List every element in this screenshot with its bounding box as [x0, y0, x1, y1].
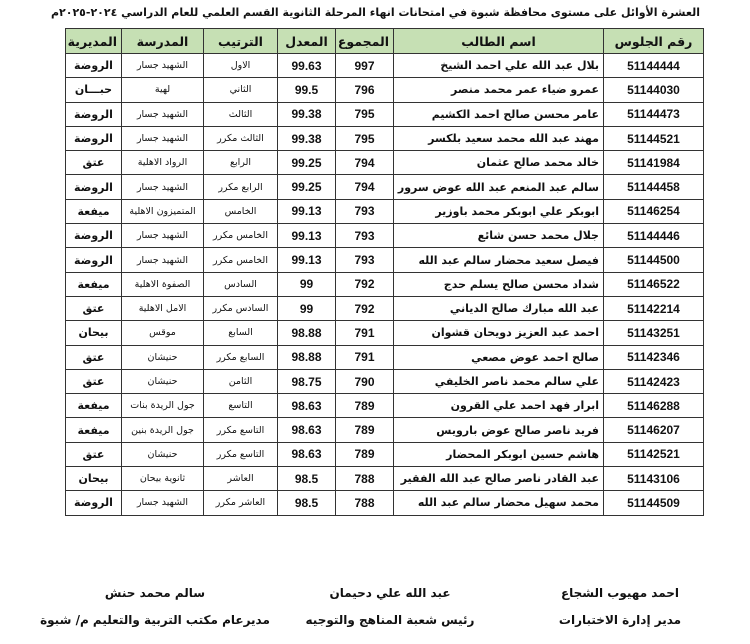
- cell-total: 792: [336, 272, 394, 296]
- cell-seat-number: 51143251: [604, 321, 704, 345]
- cell-rank: الثالث: [204, 102, 278, 126]
- table-row: [66, 467, 704, 491]
- signature-role-general-director: مديرعام مكتب التربية والتعليم م/ شبوة: [40, 613, 270, 627]
- cell-school: الشهيد جسار: [122, 491, 204, 515]
- cell-seat-number: 51144500: [604, 248, 704, 272]
- cell-average: 98.5: [278, 467, 336, 491]
- cell-seat-number: 51146254: [604, 199, 704, 223]
- cell-rank: السابع مكرر: [204, 345, 278, 369]
- signature-role-curriculum-head: رئيس شعبة المناهج والتوجيه: [305, 613, 475, 627]
- cell-directorate: الروضة: [66, 102, 122, 126]
- table-row: [66, 175, 704, 199]
- table-row: [66, 126, 704, 150]
- cell-rank: العاشر: [204, 467, 278, 491]
- column-header-name: اسم الطالب: [394, 29, 604, 54]
- cell-total: 791: [336, 345, 394, 369]
- table-row: [66, 296, 704, 320]
- cell-student-name: عبد القادر ناصر صالح عبد الله الفقير: [394, 467, 604, 491]
- table-row: [66, 418, 704, 442]
- cell-average: 98.63: [278, 442, 336, 466]
- cell-directorate: ميفعة: [66, 418, 122, 442]
- cell-rank: العاشر مكرر: [204, 491, 278, 515]
- cell-directorate: الروضة: [66, 175, 122, 199]
- cell-seat-number: 51142521: [604, 442, 704, 466]
- table-row: [66, 394, 704, 418]
- cell-student-name: عامر محسن صالح احمد الكشيم: [394, 102, 604, 126]
- results-table: [65, 28, 704, 516]
- cell-directorate: الروضة: [66, 491, 122, 515]
- table-row: [66, 102, 704, 126]
- cell-average: 98.5: [278, 491, 336, 515]
- cell-total: 793: [336, 199, 394, 223]
- cell-rank: السادس: [204, 272, 278, 296]
- cell-seat-number: 51144446: [604, 224, 704, 248]
- cell-average: 99.38: [278, 126, 336, 150]
- cell-seat-number: 51144521: [604, 126, 704, 150]
- cell-directorate: عتق: [66, 345, 122, 369]
- cell-school: الشهيد جسار: [122, 54, 204, 78]
- table-row: [66, 78, 704, 102]
- cell-rank: الرابع مكرر: [204, 175, 278, 199]
- cell-total: 793: [336, 248, 394, 272]
- table-row: [66, 345, 704, 369]
- cell-school: جول الريدة بنين: [122, 418, 204, 442]
- cell-average: 99.38: [278, 102, 336, 126]
- cell-rank: التاسع: [204, 394, 278, 418]
- cell-total: 796: [336, 78, 394, 102]
- cell-rank: التاسع مكرر: [204, 442, 278, 466]
- cell-student-name: ابوبكر علي ابوبكر محمد باوزير: [394, 199, 604, 223]
- cell-total: 794: [336, 175, 394, 199]
- cell-average: 99.13: [278, 248, 336, 272]
- table-row: [66, 248, 704, 272]
- cell-student-name: عبد الله مبارك صالح الدياني: [394, 296, 604, 320]
- table-header-row: [66, 29, 704, 54]
- signature-name-exams-director: احمد مهيوب الشجاع: [560, 586, 680, 600]
- cell-school: موقس: [122, 321, 204, 345]
- cell-total: 795: [336, 102, 394, 126]
- cell-seat-number: 51146207: [604, 418, 704, 442]
- cell-rank: الثاني: [204, 78, 278, 102]
- cell-directorate: عتق: [66, 369, 122, 393]
- cell-school: المتميزون الاهلية: [122, 199, 204, 223]
- cell-average: 98.63: [278, 394, 336, 418]
- cell-average: 99.13: [278, 199, 336, 223]
- cell-school: حنيشان: [122, 369, 204, 393]
- cell-rank: السادس مكرر: [204, 296, 278, 320]
- cell-total: 789: [336, 394, 394, 418]
- cell-school: الشهيد جسار: [122, 248, 204, 272]
- cell-seat-number: 51144509: [604, 491, 704, 515]
- cell-directorate: الروضة: [66, 54, 122, 78]
- cell-total: 788: [336, 467, 394, 491]
- cell-average: 99.25: [278, 151, 336, 175]
- cell-seat-number: 51142214: [604, 296, 704, 320]
- cell-school: ثانوية بيحان: [122, 467, 204, 491]
- cell-total: 793: [336, 224, 394, 248]
- table-row: [66, 54, 704, 78]
- cell-school: حنيشان: [122, 345, 204, 369]
- column-header-seat: رقم الجلوس: [604, 29, 704, 54]
- cell-school: الشهيد جسار: [122, 126, 204, 150]
- cell-average: 99: [278, 272, 336, 296]
- cell-seat-number: 51146288: [604, 394, 704, 418]
- table-row: [66, 369, 704, 393]
- cell-rank: الثالث مكرر: [204, 126, 278, 150]
- cell-directorate: الروضة: [66, 248, 122, 272]
- cell-student-name: علي سالم محمد ناصر الخليفي: [394, 369, 604, 393]
- cell-student-name: سالم عبد المنعم عبد الله عوض سرور: [394, 175, 604, 199]
- cell-rank: الثامن: [204, 369, 278, 393]
- cell-average: 98.75: [278, 369, 336, 393]
- cell-average: 99.63: [278, 54, 336, 78]
- cell-total: 794: [336, 151, 394, 175]
- cell-total: 789: [336, 418, 394, 442]
- table-row: [66, 321, 704, 345]
- cell-student-name: صالح احمد عوض مصعي: [394, 345, 604, 369]
- signature-name-curriculum-head: عبد الله علي دحيمان: [329, 586, 451, 600]
- cell-seat-number: 51144444: [604, 54, 704, 78]
- cell-rank: الخامس مكرر: [204, 224, 278, 248]
- cell-total: 789: [336, 442, 394, 466]
- cell-student-name: مهند عبد الله محمد سعيد بلكسر: [394, 126, 604, 150]
- page-title: العشرة الأوائل على مستوى محافظة شبوة في امتحانات انهاء المرحلة الثانوية القسم العلمي للعام الدراسي ٢٠٢٤-٢٠٢٥م: [50, 6, 700, 19]
- cell-seat-number: 51143106: [604, 467, 704, 491]
- cell-average: 99.25: [278, 175, 336, 199]
- cell-average: 99: [278, 296, 336, 320]
- cell-total: 795: [336, 126, 394, 150]
- cell-school: الشهيد جسار: [122, 175, 204, 199]
- cell-average: 99.13: [278, 224, 336, 248]
- cell-seat-number: 51144030: [604, 78, 704, 102]
- cell-directorate: عتق: [66, 151, 122, 175]
- cell-rank: الخامس: [204, 199, 278, 223]
- table-row: [66, 199, 704, 223]
- cell-total: 791: [336, 321, 394, 345]
- cell-seat-number: 51144458: [604, 175, 704, 199]
- column-header-average: المعدل: [278, 29, 336, 54]
- cell-student-name: محمد سهيل محضار سالم عبد الله: [394, 491, 604, 515]
- cell-student-name: شداد محسن صالح يسلم حدج: [394, 272, 604, 296]
- cell-school: الشهيد جسار: [122, 224, 204, 248]
- cell-seat-number: 51142423: [604, 369, 704, 393]
- cell-average: 98.88: [278, 345, 336, 369]
- cell-rank: الرابع: [204, 151, 278, 175]
- table-row: [66, 224, 704, 248]
- signature-role-exams-director: مدير إدارة الاختبارات: [558, 613, 682, 627]
- cell-directorate: بيحان: [66, 321, 122, 345]
- cell-rank: السابع: [204, 321, 278, 345]
- cell-directorate: عتق: [66, 442, 122, 466]
- cell-seat-number: 51142346: [604, 345, 704, 369]
- cell-total: 792: [336, 296, 394, 320]
- cell-seat-number: 51146522: [604, 272, 704, 296]
- cell-average: 98.63: [278, 418, 336, 442]
- cell-average: 99.5: [278, 78, 336, 102]
- cell-student-name: عمرو ضياء عمر محمد منصر: [394, 78, 604, 102]
- cell-directorate: ميفعة: [66, 272, 122, 296]
- table-row: [66, 491, 704, 515]
- cell-school: الصفوة الاهلية: [122, 272, 204, 296]
- cell-directorate: ميفعة: [66, 199, 122, 223]
- cell-school: الشهيد جسار: [122, 102, 204, 126]
- cell-directorate: بيحان: [66, 467, 122, 491]
- cell-directorate: ميفعة: [66, 394, 122, 418]
- cell-student-name: هاشم حسين ابوبكر المحضار: [394, 442, 604, 466]
- table-row: [66, 272, 704, 296]
- cell-total: 788: [336, 491, 394, 515]
- column-header-school: المدرسة: [122, 29, 204, 54]
- cell-rank: التاسع مكرر: [204, 418, 278, 442]
- cell-school: لهية: [122, 78, 204, 102]
- cell-school: حنيشان: [122, 442, 204, 466]
- column-header-rank: الترتيب: [204, 29, 278, 54]
- cell-rank: الخامس مكرر: [204, 248, 278, 272]
- cell-school: الامل الاهلية: [122, 296, 204, 320]
- signature-name-general-director: سالم محمد حنش: [104, 586, 206, 600]
- column-header-directorate: المديرية: [66, 29, 122, 54]
- cell-seat-number: 51141984: [604, 151, 704, 175]
- cell-directorate: عتق: [66, 296, 122, 320]
- column-header-total: المجموع: [336, 29, 394, 54]
- cell-student-name: ابرار فهد احمد علي القرون: [394, 394, 604, 418]
- cell-rank: الاول: [204, 54, 278, 78]
- table-row: [66, 442, 704, 466]
- cell-directorate: الروضة: [66, 224, 122, 248]
- table-row: [66, 151, 704, 175]
- cell-total: 790: [336, 369, 394, 393]
- cell-average: 98.88: [278, 321, 336, 345]
- cell-student-name: فيصل سعيد محضار سالم عبد الله: [394, 248, 604, 272]
- cell-school: الرواد الاهلية: [122, 151, 204, 175]
- cell-student-name: خالد محمد صالح عثمان: [394, 151, 604, 175]
- cell-seat-number: 51144473: [604, 102, 704, 126]
- cell-student-name: بلال عبد الله علي احمد الشيخ: [394, 54, 604, 78]
- cell-school: جول الريدة بنات: [122, 394, 204, 418]
- cell-student-name: جلال محمد حسن شائع: [394, 224, 604, 248]
- table-body: [66, 54, 704, 516]
- cell-student-name: احمد عبد العزيز دويحان قشوان: [394, 321, 604, 345]
- cell-directorate: حبـــان: [66, 78, 122, 102]
- cell-directorate: الروضة: [66, 126, 122, 150]
- cell-student-name: فريد ناصر صالح عوض بارويس: [394, 418, 604, 442]
- cell-total: 997: [336, 54, 394, 78]
